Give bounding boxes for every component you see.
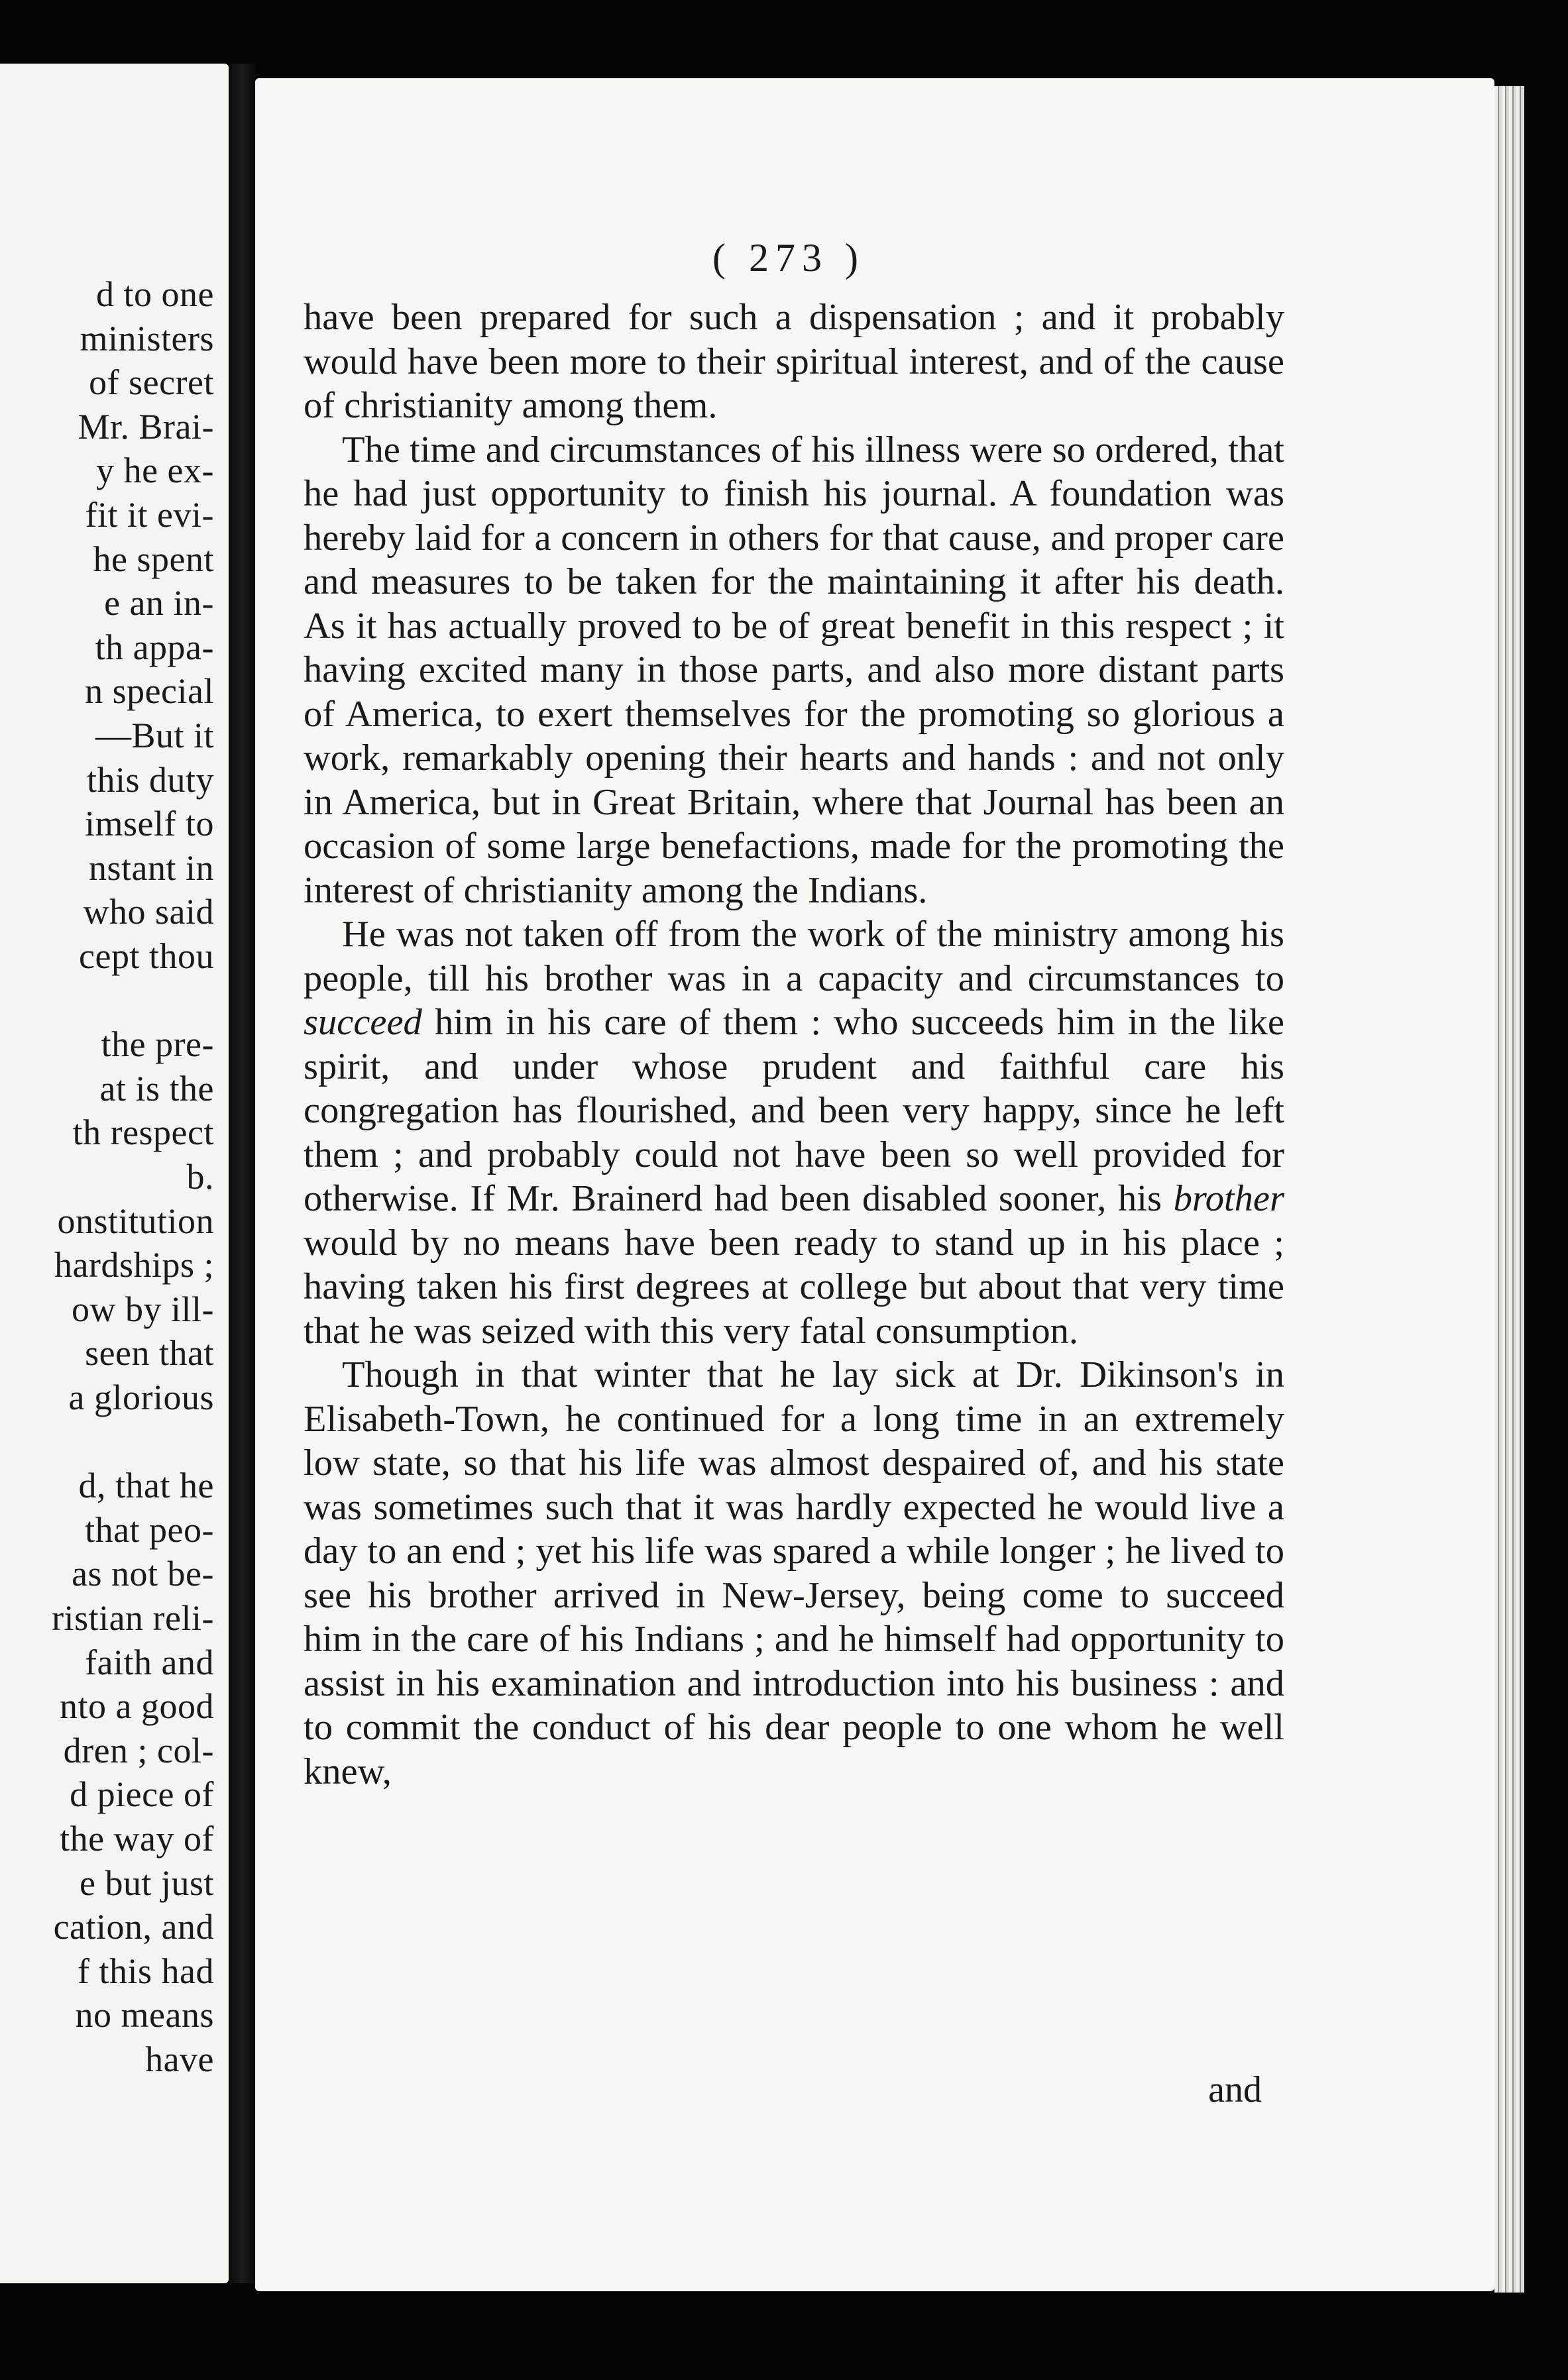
left-page-line: this duty — [86, 759, 214, 800]
paragraph-4: Though in that winter that he lay sick at Dr. Dikinson's in Elisabeth-Town, he continued for a long time in an extremely low state, so that his life was almost despaired of, and his state was sometimes such that it was hardly expected he would live a day to an end ; yet his life was spared a while longer ; he lived to see his brother arrived in New-Jersey, being come to succeed him in the care of his Indians ; and he himself had opportunity to assist in his examination and introduction into his business : and to commit the conduct of his dear people to one whom he well knew, — [304, 1354, 1284, 1792]
left-page-line: n special — [85, 671, 214, 712]
left-page-line: cation, and — [53, 1907, 214, 1947]
left-page-line: fit it evi- — [85, 495, 214, 535]
left-page-line: have — [145, 2039, 214, 2079]
left-page-line: the pre- — [101, 1024, 214, 1065]
paragraph-3 — [304, 912, 1284, 1353]
left-page-line: who said — [83, 892, 214, 932]
left-page-line: Mr. Brai- — [78, 406, 214, 447]
paragraph-2: The time and circumstances of his illness were so ordered, that he had just opportunity to finish his journal. A foundation was hereby laid for a concern in others for that cause, and proper care and measures to be taken for the maintaining it after his death. As it has actually proved to be of great benefit in this respect ; it having excited many in those parts, and also more distant parts of America, to exert themselves for the promoting so glorious a work, remarkably opening their hearts and hands : and not only in America, but in Great Britain, where that Journal has been an occasion of some large benefactions, made for the promoting the interest of christianity among the Indians. — [304, 429, 1284, 911]
left-page-line: of secret — [89, 362, 214, 403]
left-page-line: d, that he — [78, 1466, 214, 1506]
left-page-line: a glorious — [68, 1378, 214, 1417]
left-page-line: as not be- — [72, 1554, 214, 1594]
paragraph-1: have been prepared for such a dispensation ; and it probably would have been more to their spiritual interest, and of the cause of christianity among them. — [304, 297, 1284, 426]
left-page-line: ow by ill- — [72, 1289, 214, 1329]
left-page-line: f this had — [78, 1951, 214, 1991]
left-page-line: d to one — [96, 274, 214, 314]
page-body-text — [304, 296, 1284, 1794]
left-page-line: d piece of — [70, 1774, 214, 1815]
left-page-line: the way of — [60, 1819, 214, 1859]
paragraph-3-text-a: He was not taken off from the work of the ministry among his people, till his brother was in a capacity and circumstances to — [304, 914, 1284, 999]
left-page-line: th respect — [72, 1112, 214, 1153]
left-page-line: e an in- — [104, 583, 214, 623]
left-page-line: e but just — [80, 1863, 214, 1903]
left-page-line: seen that — [85, 1333, 214, 1374]
book-gutter — [229, 64, 255, 2283]
left-page-line: —But it — [95, 716, 214, 755]
page-number: ( 273 ) — [712, 236, 865, 280]
paragraph-3-text-c: would by no means have been ready to stand up in his place ; having taken his first degrees at college but about that very time that he was seized with this very fatal consumption. — [304, 1222, 1284, 1352]
catchword: and — [1208, 2069, 1262, 2110]
left-page-line: that peo- — [85, 1509, 214, 1550]
left-page-line: at is the — [99, 1068, 214, 1109]
left-page-line: he spent — [93, 539, 214, 579]
left-page-line: ristian reli- — [52, 1598, 214, 1638]
left-page-line: onstitution — [57, 1201, 214, 1241]
left-page-line: no means — [75, 1995, 214, 2035]
left-page-line: hardships ; — [54, 1245, 214, 1285]
left-page-line: nto a good — [60, 1686, 214, 1727]
left-page-line: cept thou — [79, 936, 214, 976]
italic-word-brother: brother — [1173, 1178, 1284, 1219]
left-page-line: dren ; col- — [63, 1730, 214, 1770]
left-page-line: imself to — [85, 804, 214, 844]
italic-word-succeed: succeed — [304, 1002, 422, 1043]
left-page-line: y he ex- — [96, 451, 214, 491]
page-edges — [1494, 86, 1524, 2293]
left-page — [0, 64, 229, 2283]
paragraph-3-text-b: him in his care of them : who succeeds him in the like spirit, and under whose prudent and faithful care his congregation has flourished, and been very happy, since he left them ; and probably could not have been so well provided for otherwise. If Mr. Brainerd had been disabled sooner, his — [304, 1002, 1284, 1219]
left-page-line: th appa- — [95, 627, 214, 667]
left-page-line: ministers — [80, 318, 214, 358]
left-page-line: b. — [186, 1157, 214, 1197]
left-page-line: nstant in — [89, 847, 214, 888]
left-page-line: faith and — [85, 1642, 214, 1682]
